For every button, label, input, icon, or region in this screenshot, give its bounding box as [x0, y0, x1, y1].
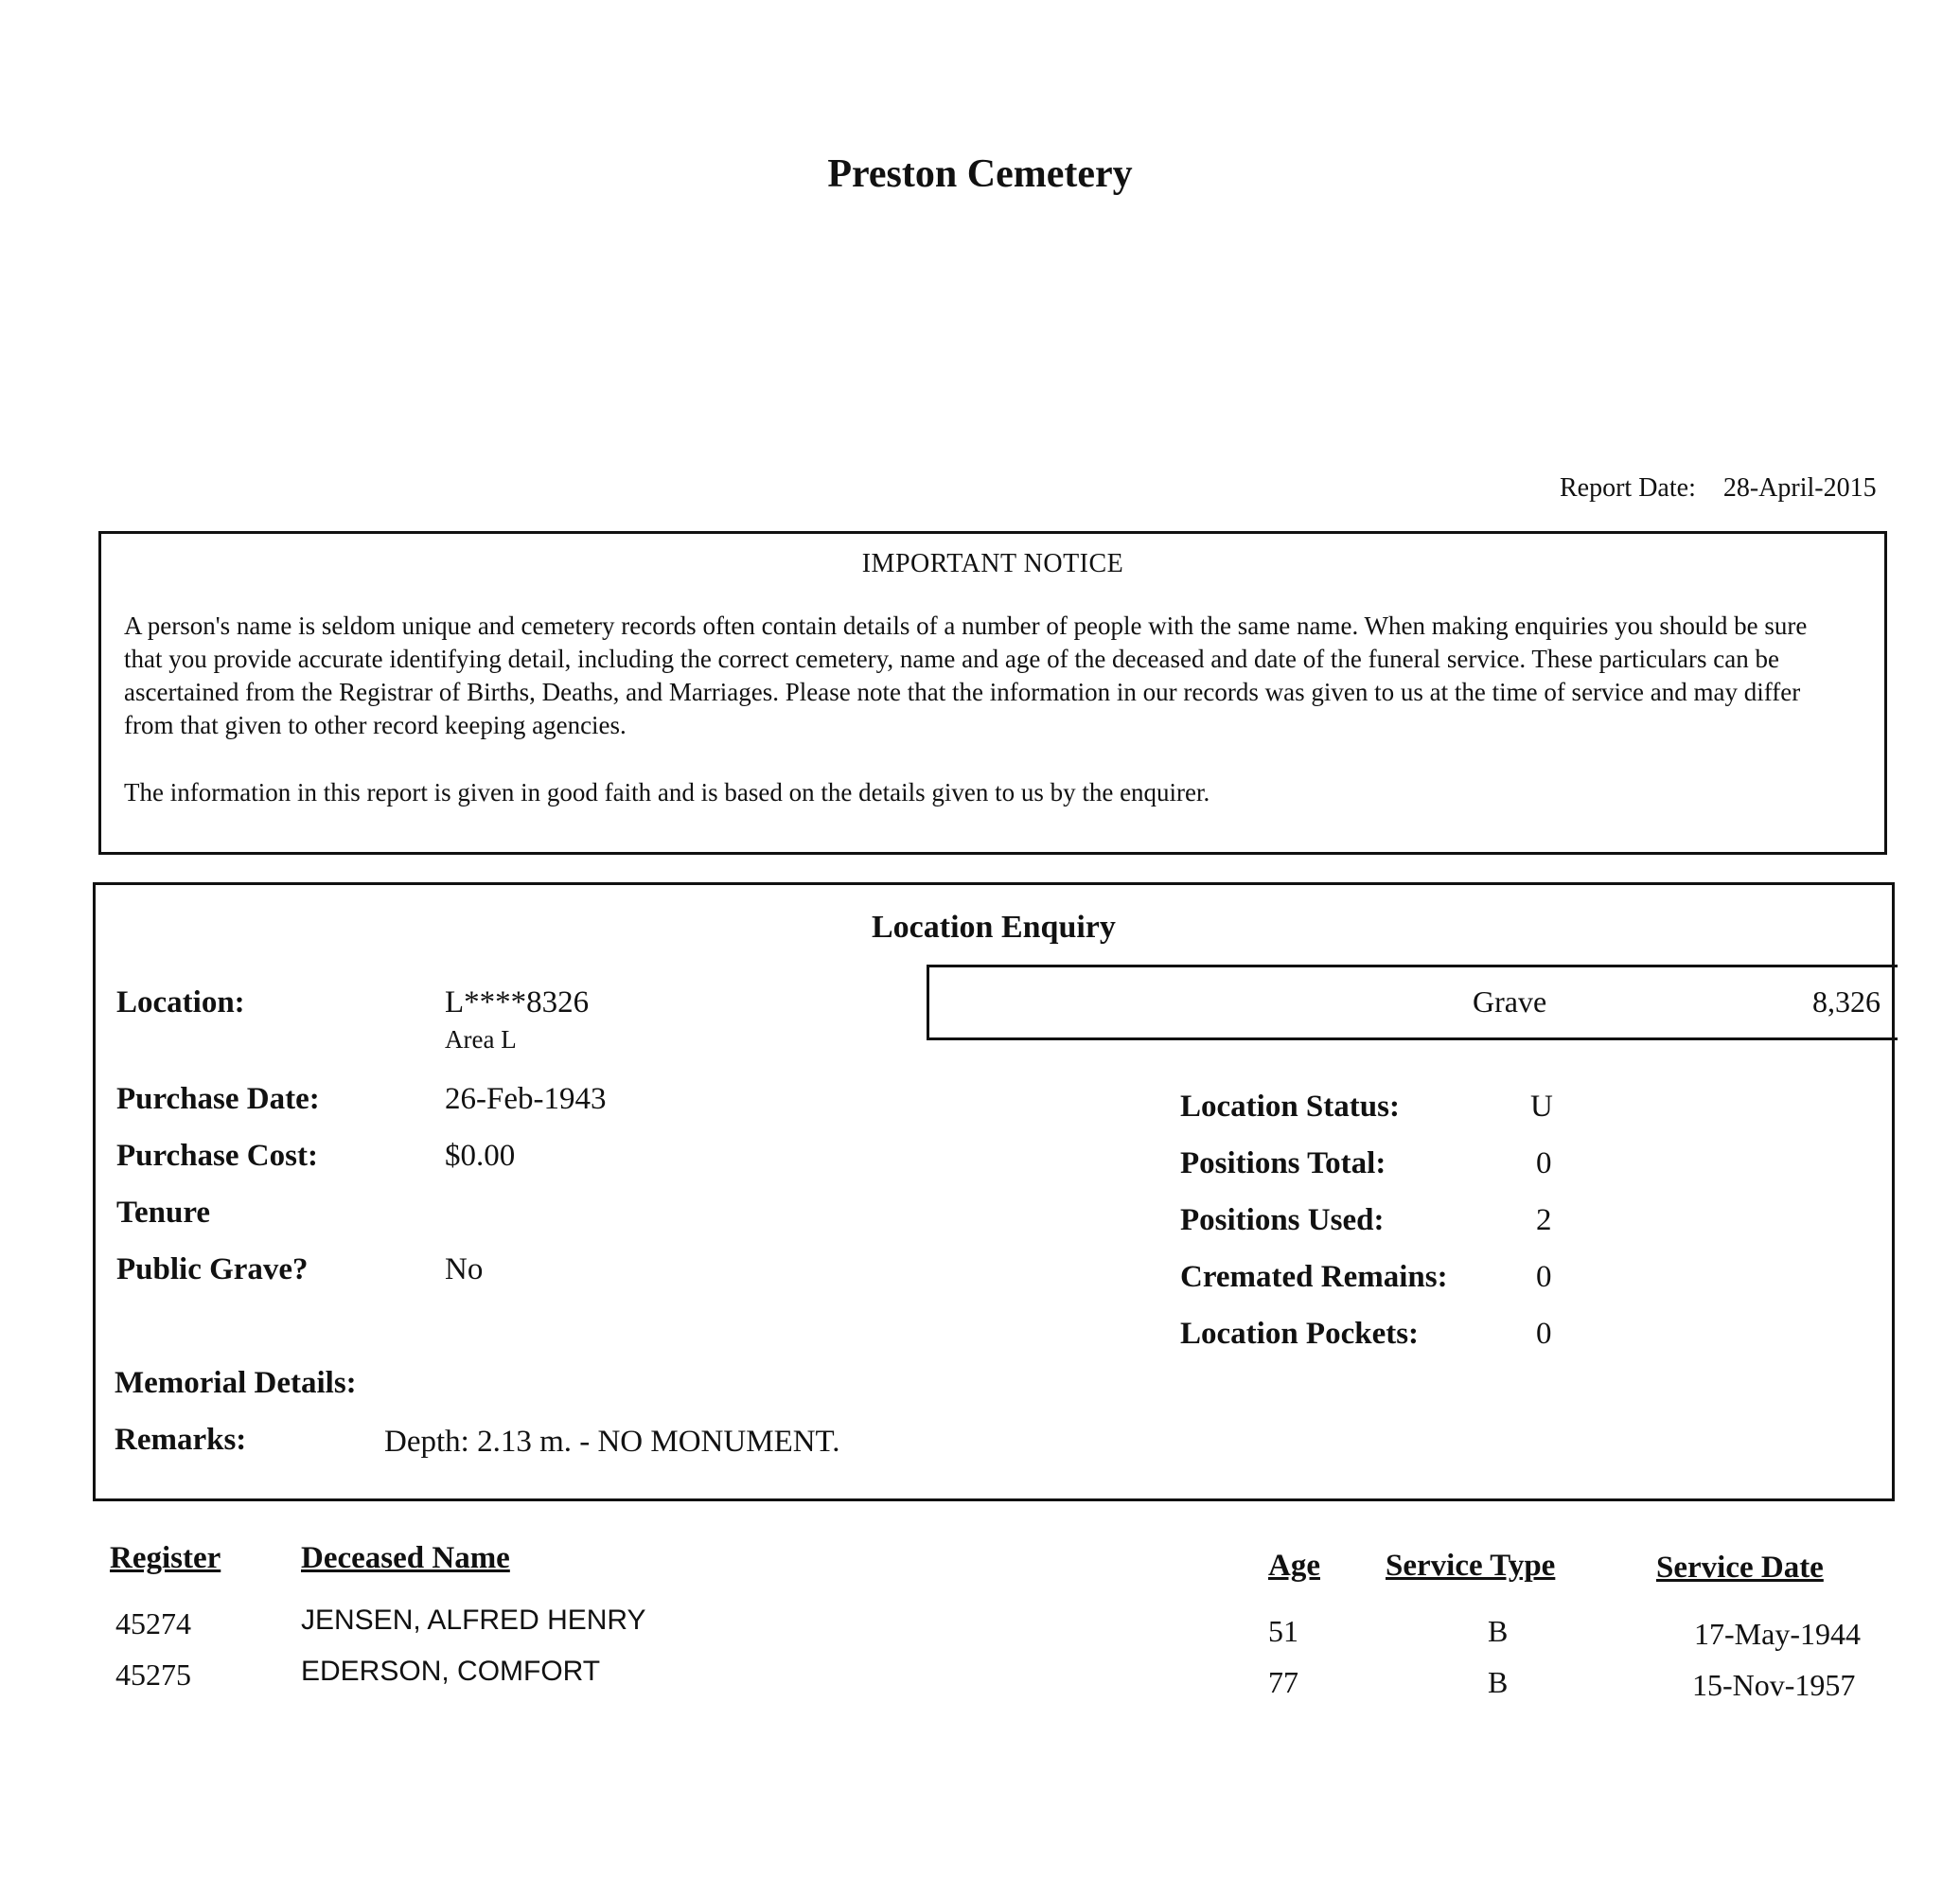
row-age: 77	[1268, 1665, 1298, 1699]
positions-used-label: Positions Used:	[1180, 1203, 1385, 1237]
positions-total-value: 0	[1536, 1146, 1552, 1180]
important-notice-box	[98, 531, 1887, 855]
row-service-date: 15-Nov-1957	[1692, 1668, 1856, 1702]
grave-label: Grave	[1473, 984, 1547, 1019]
row-deceased-name: EDERSON, COMFORT	[301, 1656, 601, 1687]
header-service-date: Service Date	[1656, 1551, 1824, 1585]
location-status-label: Location Status:	[1180, 1090, 1400, 1124]
purchase-date-label: Purchase Date:	[116, 1082, 320, 1116]
location-enquiry-title: Location Enquiry	[872, 910, 1116, 945]
memorial-details-label: Memorial Details:	[115, 1366, 357, 1400]
purchase-cost-label: Purchase Cost:	[116, 1139, 318, 1173]
header-age: Age	[1268, 1549, 1320, 1583]
remarks-label: Remarks:	[115, 1423, 247, 1457]
row-service-type: B	[1488, 1665, 1509, 1699]
purchase-date-value: 26-Feb-1943	[445, 1082, 607, 1116]
location-area: Area L	[445, 1025, 517, 1054]
cremated-remains-value: 0	[1536, 1260, 1552, 1294]
positions-total-label: Positions Total:	[1180, 1146, 1386, 1180]
public-grave-value: No	[445, 1252, 484, 1286]
cremated-remains-label: Cremated Remains:	[1180, 1260, 1448, 1294]
remarks-value: Depth: 2.13 m. - NO MONUMENT.	[384, 1425, 840, 1459]
location-value: L****8326	[445, 985, 590, 1019]
row-service-date: 17-May-1944	[1694, 1617, 1861, 1651]
row-register: 45275	[115, 1658, 191, 1692]
location-pockets-value: 0	[1536, 1317, 1552, 1351]
purchase-cost-value: $0.00	[445, 1139, 516, 1173]
row-age: 51	[1268, 1614, 1298, 1648]
header-register: Register	[110, 1541, 221, 1575]
cemetery-title: Preston Cemetery	[827, 152, 1133, 196]
location-label: Location:	[116, 985, 245, 1019]
report-date-value: 28-April-2015	[1722, 473, 1877, 503]
row-register: 45274	[115, 1606, 191, 1640]
notice-paragraph-2: The information in this report is given in good faith and is based on the details given to us by the enquirer.	[124, 778, 1210, 807]
report-date	[1560, 473, 1877, 504]
row-service-type: B	[1488, 1614, 1509, 1648]
notice-paragraph-1: A person's name is seldom unique and cemetery records often contain details of a number of people with the same name. When making enquiries you should be sure that you provide accurate identifying detail, including the correct cemetery, name and age of the deceased and date of the funeral service. These particulars can be ascertained from the Registrar of Births, Deaths, and Marriages. Please note that the information in our records was given to us at the time of service and may differ from that given to other record keeping agencies.	[124, 612, 1808, 739]
tenure-label: Tenure	[116, 1196, 211, 1230]
grave-number: 8,326	[1812, 984, 1881, 1019]
report-date-label: Report Date:	[1560, 473, 1696, 503]
location-status-value: U	[1530, 1090, 1553, 1124]
header-deceased-name: Deceased Name	[301, 1541, 510, 1575]
location-enquiry-box	[93, 882, 1895, 1501]
header-service-type: Service Type	[1386, 1549, 1556, 1583]
positions-used-value: 2	[1536, 1203, 1552, 1237]
public-grave-label: Public Grave?	[116, 1252, 309, 1286]
notice-title: IMPORTANT NOTICE	[861, 549, 1124, 578]
grave-box	[927, 965, 1898, 1040]
location-pockets-label: Location Pockets:	[1180, 1317, 1420, 1351]
row-deceased-name: JENSEN, ALFRED HENRY	[301, 1604, 646, 1636]
